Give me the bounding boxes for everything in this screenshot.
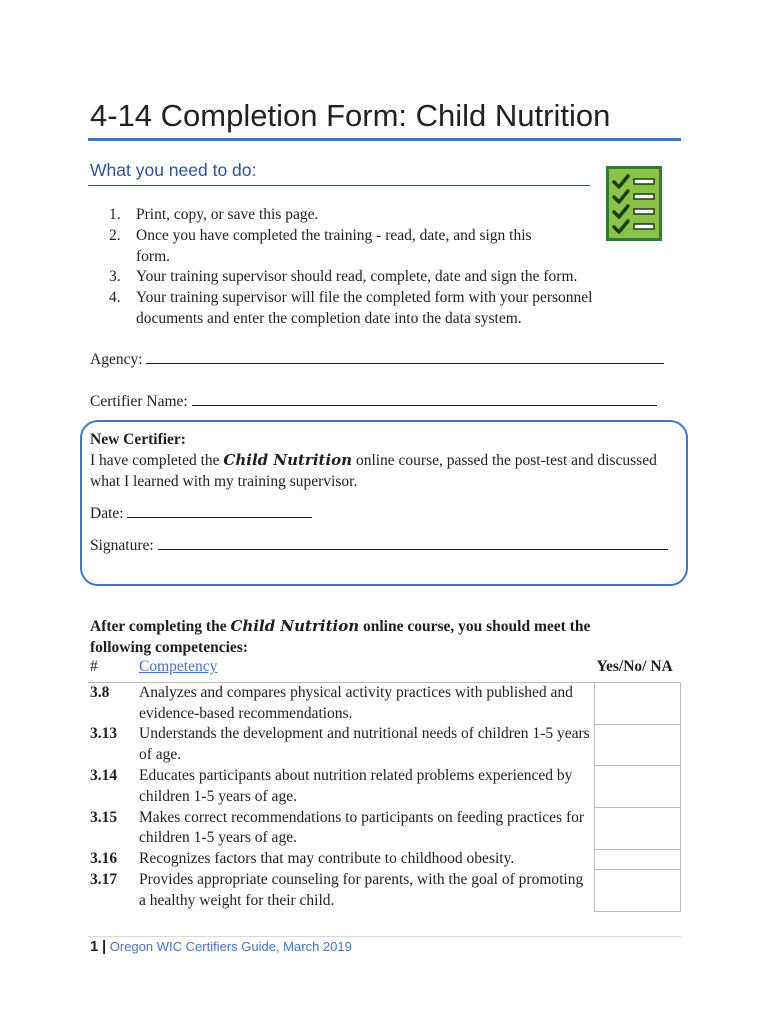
answer-cell[interactable]	[595, 870, 681, 912]
course-name: Child Nutrition	[230, 617, 360, 635]
page-footer	[90, 938, 352, 955]
new-certifier-content	[90, 429, 670, 556]
competency-text: Provides appropriate counseling for parents, with the goal of promoting a healthy weight for their child.	[139, 870, 584, 909]
list-item-text: Your training supervisor should read, complete, date and sign the form.	[136, 268, 578, 286]
table-row	[88, 724, 681, 766]
signature-field	[90, 535, 670, 556]
new-certifier-heading: New Certifier:	[90, 431, 186, 448]
list-item	[90, 226, 650, 268]
intro-text: After completing the	[90, 618, 227, 635]
list-item	[90, 288, 650, 330]
competency-id: 3.16	[90, 850, 118, 868]
answer-cell[interactable]	[595, 724, 681, 766]
column-header-answer: Yes/No/ NA	[595, 657, 681, 682]
answer-cell[interactable]	[595, 808, 681, 850]
column-header-competency[interactable]: Competency	[137, 657, 595, 682]
footer-source: Oregon WIC Certifiers Guide, March 2019	[109, 939, 352, 954]
competency-id: 3.8	[90, 683, 110, 701]
competency-text: Educates participants about nutrition related problems experienced by children 1-5 years of age.	[139, 766, 573, 805]
statement-text: online course, passed the post-test and discussed what I learned with my training supervisor.	[90, 452, 657, 490]
footer-separator: |	[101, 938, 107, 955]
signature-input-line[interactable]	[158, 535, 668, 550]
list-item-number: 3.	[109, 268, 121, 286]
list-item-text: Print, copy, or save this page.	[136, 206, 319, 223]
list-item	[90, 267, 650, 288]
list-item-text: Once you have completed the training - read, date, and sign this form.	[136, 226, 532, 265]
statement-text: I have completed the	[90, 452, 220, 469]
competencies-intro	[90, 616, 650, 658]
certifier-name-field	[90, 391, 657, 411]
competency-text: Understands the development and nutritional needs of children 1-5 years of age.	[139, 725, 590, 764]
section-heading: What you need to do:	[90, 160, 257, 180]
list-item-number: 1.	[109, 206, 121, 223]
agency-field	[90, 349, 664, 369]
column-header-number: #	[88, 657, 137, 682]
table-row	[88, 870, 681, 912]
answer-cell[interactable]	[595, 682, 681, 724]
date-input-line[interactable]	[127, 503, 312, 518]
competency-text: Recognizes factors that may contribute to childhood obesity.	[139, 850, 515, 868]
competency-text: Makes correct recommendations to participants on feeding practices for children 1-5 years of age.	[139, 808, 585, 847]
answer-cell[interactable]	[595, 766, 681, 808]
competency-id: 3.13	[90, 725, 118, 743]
competency-table	[88, 657, 681, 912]
competency-id: 3.15	[90, 808, 118, 826]
date-field	[90, 503, 670, 524]
table-row	[88, 766, 681, 808]
title-divider	[88, 138, 681, 141]
certifier-name-label: Certifier Name:	[90, 393, 188, 410]
footer-divider	[88, 936, 681, 937]
section-heading-underline	[88, 185, 590, 186]
table-row	[88, 808, 681, 850]
table-row	[88, 849, 681, 870]
date-label: Date:	[90, 505, 124, 522]
agency-label: Agency:	[90, 351, 143, 368]
competency-id: 3.17	[90, 870, 118, 888]
answer-cell[interactable]	[595, 849, 681, 870]
table-row	[88, 682, 681, 724]
list-item-number: 4.	[109, 289, 121, 307]
instruction-list	[90, 205, 650, 330]
agency-input-line[interactable]	[146, 349, 664, 364]
list-item	[90, 205, 650, 226]
page-title: 4-14 Completion Form: Child Nutrition	[90, 98, 611, 133]
competency-id: 3.14	[90, 766, 118, 784]
list-item-number: 2.	[109, 226, 121, 244]
course-name: Child Nutrition	[223, 451, 353, 469]
list-item-text: Your training supervisor will file the completed form with your personnel documents and enter the completion date into the data system.	[136, 289, 593, 327]
page-number: 1	[90, 938, 99, 955]
intro-text: online course, you should meet the following competencies:	[90, 618, 591, 656]
competency-text: Analyzes and compares physical activity practices with published and evidence-based recommendations.	[139, 683, 573, 722]
table-header-row	[88, 657, 681, 682]
signature-label: Signature:	[90, 537, 154, 554]
certifier-name-input-line[interactable]	[192, 391, 657, 406]
new-certifier-statement	[90, 450, 670, 492]
